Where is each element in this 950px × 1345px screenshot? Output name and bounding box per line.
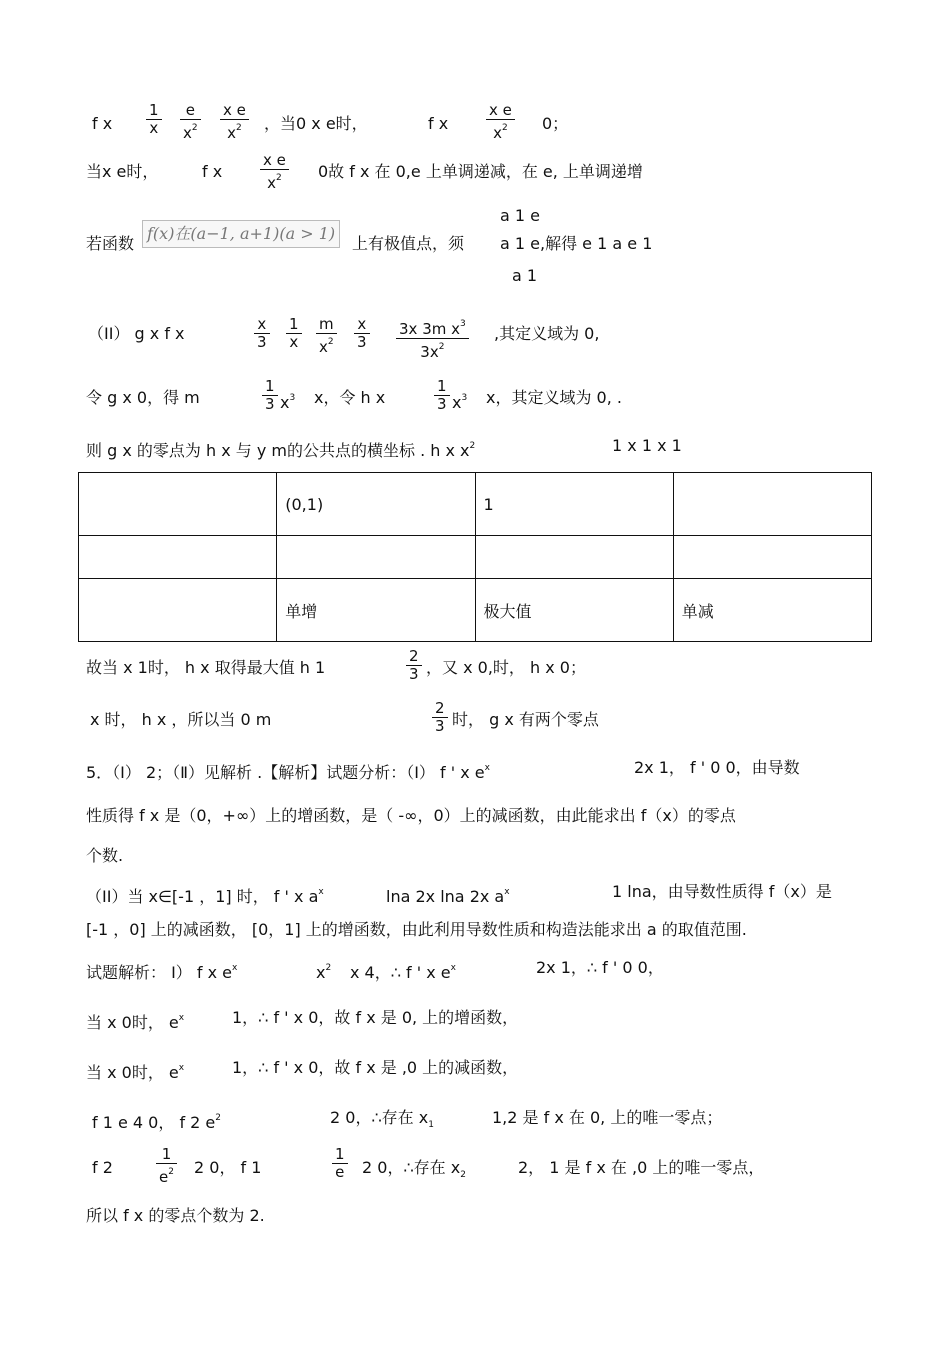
fraction <box>180 102 201 142</box>
numerator: 2 <box>435 699 445 717</box>
table-row <box>79 473 872 536</box>
fraction <box>316 316 337 356</box>
denominator: 3 <box>435 717 445 735</box>
text: x 时， h x ，所以当 0 m <box>90 710 272 729</box>
numerator: 1 <box>265 377 275 395</box>
text: 0故 f x 在 0,e 上单调递减，在 e, 上单调递增 <box>318 162 643 181</box>
table-cell <box>673 473 871 536</box>
fraction <box>286 316 302 351</box>
text: $x^3$ <box>452 393 468 412</box>
text: 5．（Ⅰ） 2；（Ⅱ）见解析 .【解析】试题分析：（Ⅰ） f ' x $e^x$ <box>86 763 490 782</box>
text: f 2 <box>92 1158 113 1177</box>
table-cell <box>79 579 277 642</box>
text: 2 0， f 1 <box>194 1158 262 1177</box>
table-cell: 单减 <box>673 579 871 642</box>
denominator: 3 <box>265 395 275 413</box>
denominator: $x^2$ <box>319 337 334 356</box>
numerator: x e <box>223 101 246 119</box>
text: f 1 e 4 0， f 2 $e^2$ <box>92 1113 222 1132</box>
text: （II）当 x∈[-1 ，1] 时， f ' x $a^x$ <box>86 887 324 906</box>
text: 1 x 1 x 1 <box>612 436 682 455</box>
denominator: x <box>289 333 299 351</box>
text: f x <box>202 162 223 181</box>
denominator: $x^2$ <box>183 123 198 142</box>
numerator: 1 <box>149 101 159 119</box>
numerator: 1 <box>437 377 447 395</box>
fraction <box>254 316 270 351</box>
text: 上有极值点，须 <box>352 234 465 253</box>
numerator: x <box>257 315 267 333</box>
table-cell: 1 <box>475 473 673 536</box>
text: 当 x 0时， $e^x$ <box>86 1013 185 1032</box>
fraction <box>432 700 448 735</box>
denominator: 3 <box>257 333 267 351</box>
numerator: m <box>319 315 334 333</box>
fraction <box>332 1146 348 1181</box>
fraction <box>486 102 515 142</box>
fraction <box>262 378 278 413</box>
text: lna 2x lna 2x $a^x$ <box>386 887 510 906</box>
text: x 4，∴ f ' x $e^x$ <box>350 963 456 982</box>
denominator: x <box>149 119 159 137</box>
text: 当x e时， <box>86 162 159 181</box>
denominator: $x^2$ <box>267 173 282 192</box>
equation-line: a 1 <box>512 266 538 285</box>
text: f x <box>428 114 449 133</box>
numerator: 3x 3m $x^3$ <box>399 319 466 338</box>
equation-line: a 1 e <box>500 206 540 225</box>
table-cell <box>79 473 277 536</box>
table-row <box>79 536 872 579</box>
table-cell: (0,1) <box>277 473 475 536</box>
text: 时， g x 有两个零点 <box>452 710 599 729</box>
text: 个数. <box>86 846 124 865</box>
text: 2 0，∴存在 $x_1$ <box>330 1108 434 1130</box>
text: $x^2$ <box>316 963 332 982</box>
fraction <box>156 1146 177 1186</box>
text: 1，∴ f ' x 0，故 f x 是 ,0 上的减函数， <box>232 1058 519 1077</box>
table-cell <box>277 536 475 579</box>
text: 当 x 0时， $e^x$ <box>86 1063 185 1082</box>
table-cell <box>79 536 277 579</box>
denominator: $3x^2$ <box>420 342 445 361</box>
text: 2x 1， f ' 0 0，由导数 <box>634 758 800 777</box>
text: 1,2 是 f x 在 0, 上的唯一零点； <box>492 1108 723 1127</box>
numerator: x <box>357 315 367 333</box>
text: $x^3$ <box>280 393 296 412</box>
denominator: 3 <box>437 395 447 413</box>
fraction <box>434 378 450 413</box>
numerator: 1 <box>335 1145 345 1163</box>
numerator: 1 <box>161 1145 172 1163</box>
text: f x <box>92 114 113 133</box>
numerator: 2 <box>409 647 419 665</box>
numerator: e <box>185 101 195 119</box>
text: 2 0，∴存在 $x_2$ <box>362 1158 466 1180</box>
fraction <box>406 648 422 683</box>
text: （II） g x f x <box>88 324 185 343</box>
fraction <box>220 102 249 142</box>
text: [-1 ，0] 上的减函数， [0，1] 上的增函数，由此利用导数性质和构造法能求出 a 的取值范围. <box>86 920 747 939</box>
text: 若函数 <box>86 234 135 253</box>
text: 性质得 f x 是（0，+∞）上的增函数，是（ -∞，0）上的减函数，由此能求出 f（x）的零点 <box>86 806 736 825</box>
fraction <box>260 152 289 192</box>
text: 故当 x 1时， h x 取得最大值 h 1 <box>86 658 326 677</box>
numerator: 1 <box>289 315 299 333</box>
text: 0； <box>542 114 569 133</box>
table-cell: 极大值 <box>475 579 673 642</box>
table-row <box>79 579 872 642</box>
numerator: x e <box>489 101 512 119</box>
text: ，当0 x e时， <box>264 114 368 133</box>
text: x，令 h x <box>314 388 386 407</box>
fraction <box>396 316 469 361</box>
denominator: $x^2$ <box>227 123 242 142</box>
monotonicity-table <box>78 472 872 642</box>
text: 2x 1，∴ f ' 0 0， <box>536 958 664 977</box>
text: 则 g x 的零点为 h x 与 y m的公共点的横坐标 . h x $x^2$ <box>86 441 476 460</box>
text: 2， 1 是 f x 在 ,0 上的唯一零点， <box>518 1158 765 1177</box>
text: 1 lna，由导数性质得 f（x）是 <box>612 882 832 901</box>
text: 1，∴ f ' x 0，故 f x 是 0, 上的增函数， <box>232 1008 519 1027</box>
text: ，又 x 0,时， h x 0； <box>426 658 586 677</box>
equation-line: a 1 e,解得 e 1 a e 1 <box>500 234 653 253</box>
denominator: e <box>335 1163 345 1181</box>
denominator: 3 <box>409 665 419 683</box>
denominator: $e^2$ <box>159 1167 174 1186</box>
text: 所以 f x 的零点个数为 2. <box>86 1206 265 1225</box>
numerator: x e <box>263 151 286 169</box>
fraction <box>146 102 162 137</box>
text: x，其定义域为 0, . <box>486 388 622 407</box>
fraction <box>354 316 370 351</box>
formula-image: f(x)在(a−1, a+1)(a > 1) <box>142 220 340 248</box>
denominator: $x^2$ <box>493 123 508 142</box>
text: ,其定义域为 0, <box>494 324 600 343</box>
text: 试题解析： Ⅰ） f x $e^x$ <box>86 963 238 982</box>
table-cell: 单增 <box>277 579 475 642</box>
denominator: 3 <box>357 333 367 351</box>
table-cell <box>673 536 871 579</box>
text: 令 g x 0，得 m <box>86 388 200 407</box>
table-cell <box>475 536 673 579</box>
